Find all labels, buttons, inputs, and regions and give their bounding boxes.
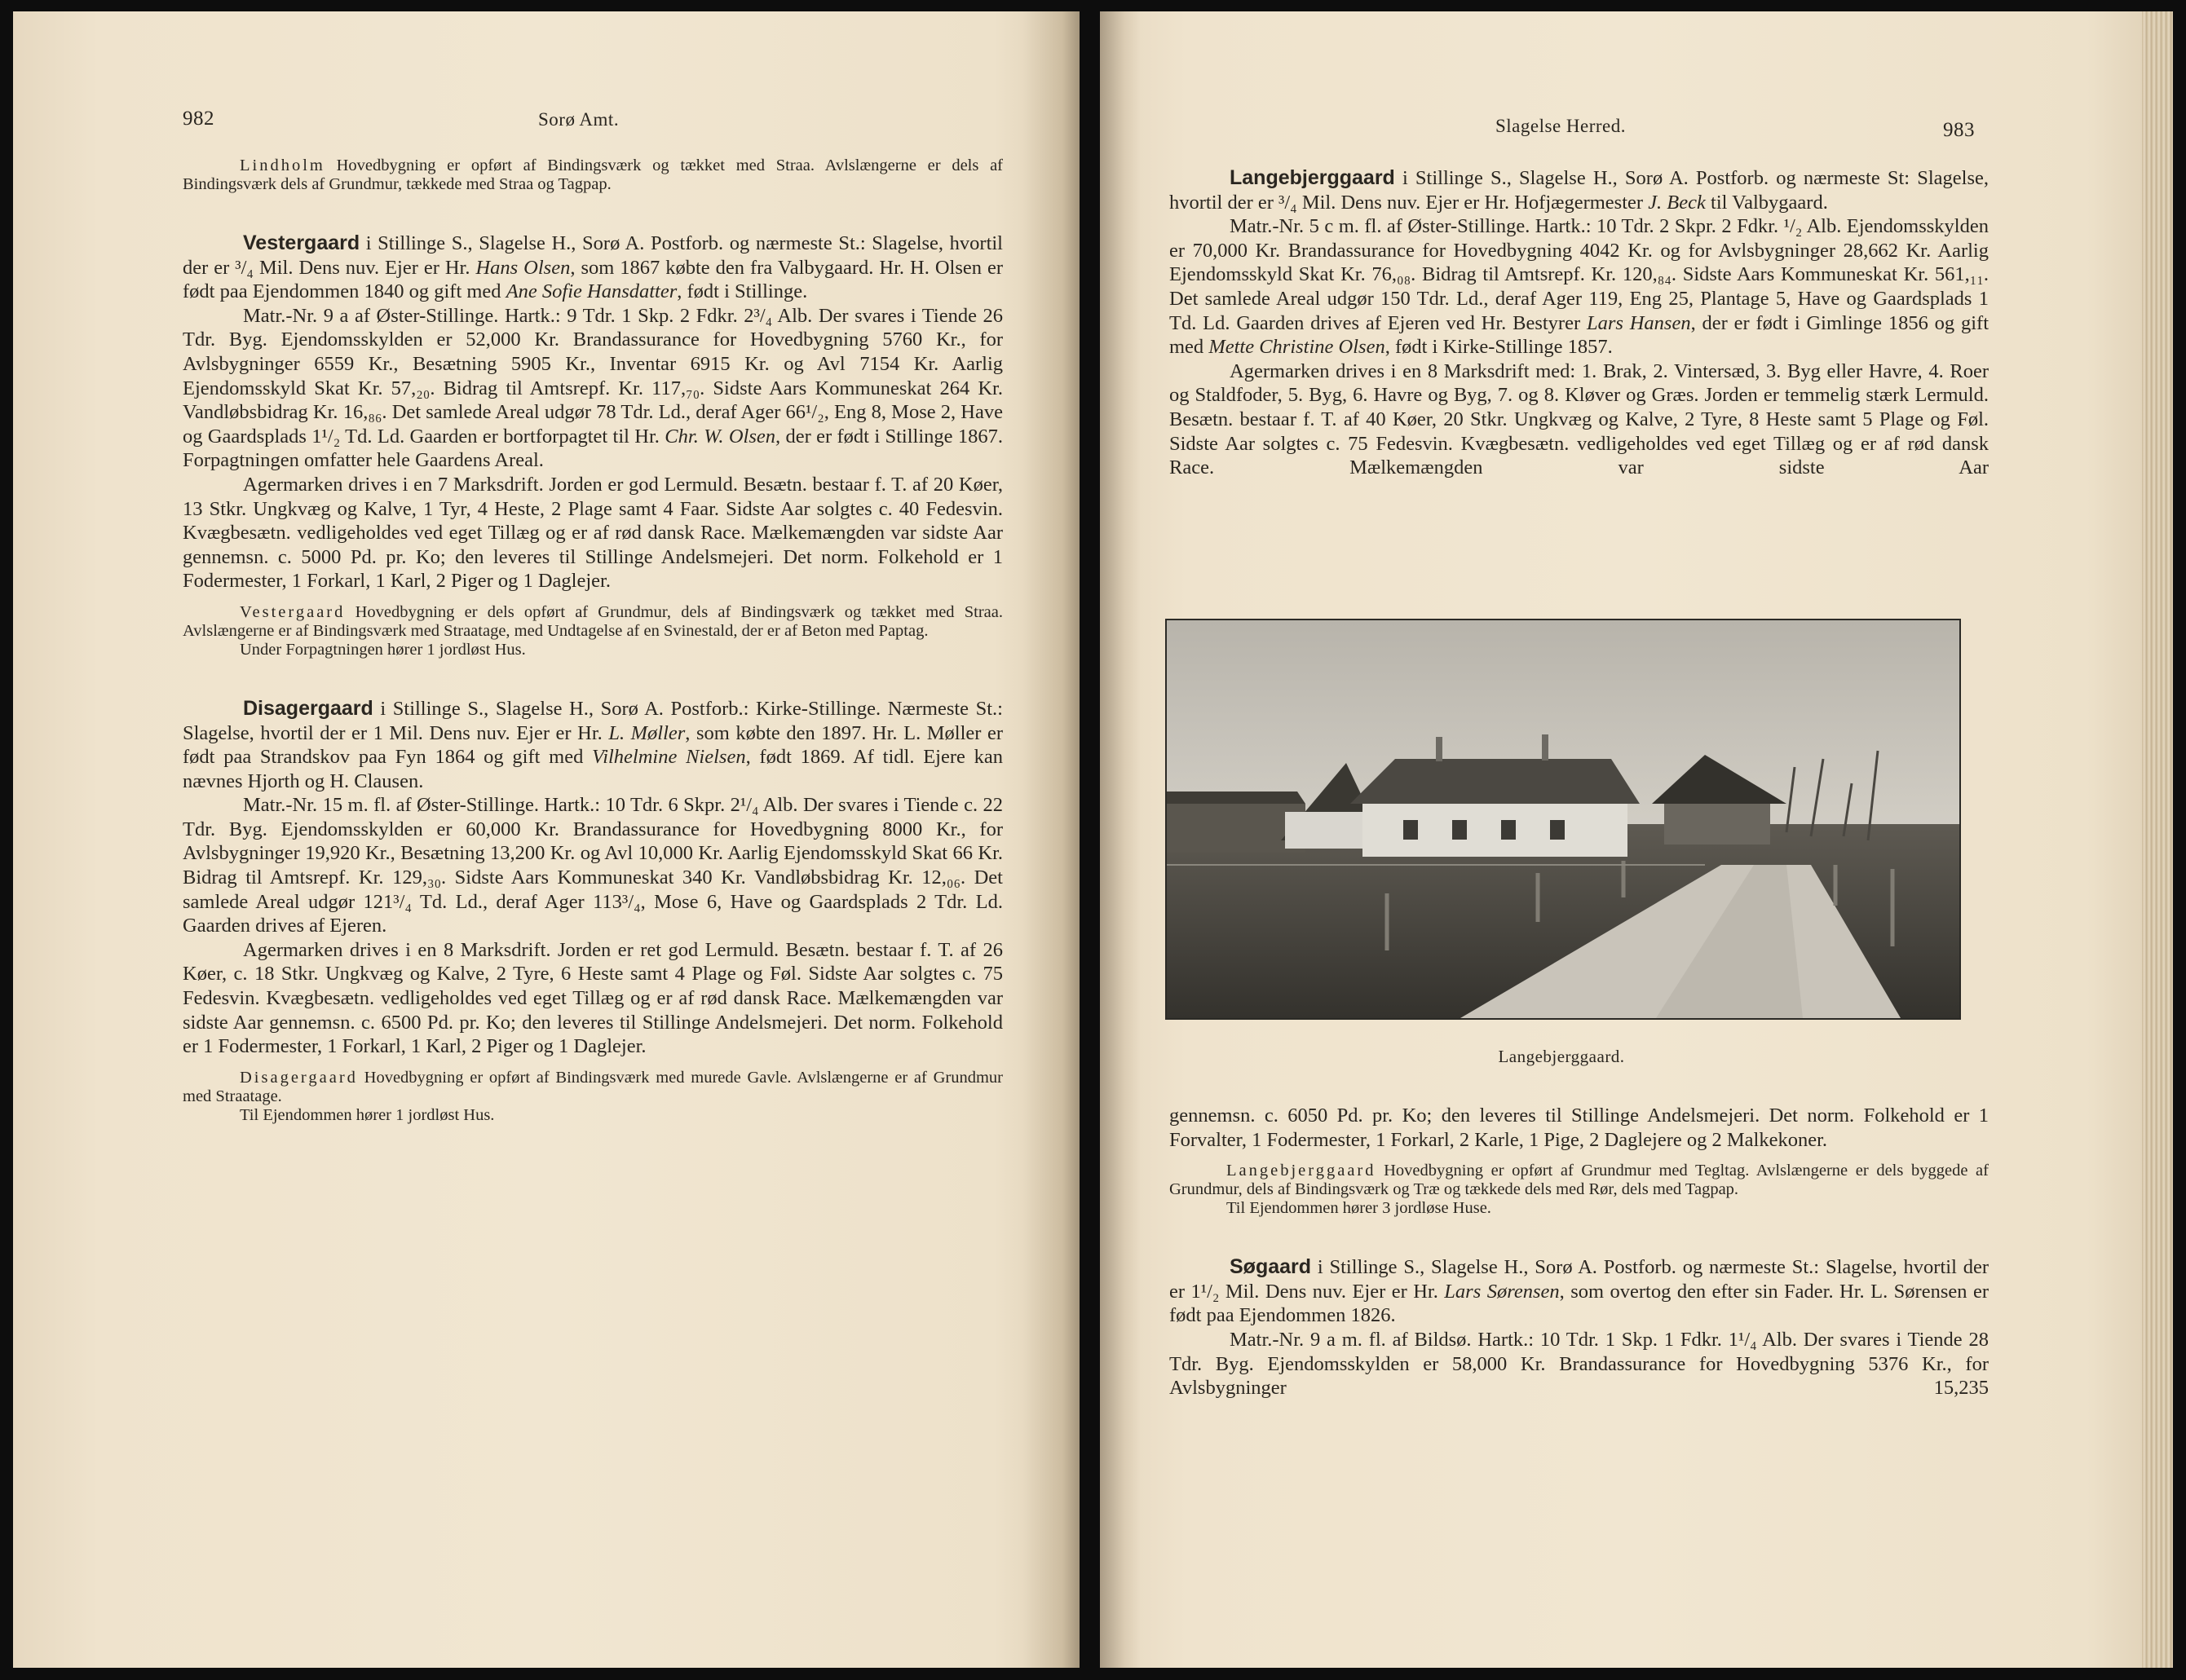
langebjerggaard-intro: Langebjerggaard i Stillinge S., Slagelse H., Sorø A. Postforb. og nærmeste St: Slagelse, hvortil der er ³/₄ Mil. Dens nuv. Ejer er Hr. Hofjægermester J. Beck til Valbygaard. (1169, 166, 1989, 214)
left-column (183, 157, 1003, 1125)
page-number: 983 (1943, 119, 1975, 141)
vestergaard-note-2: Under Forpagtningen hører 1 jordløst Hus. (240, 640, 526, 659)
vestergaard-ager: Agermarken drives i en 7 Marksdrift. Jorden er god Lermuld. Besætn. bestaar f. T. af 20 Køer, 13 Stkr. Ungkvæg og Kalve, 1 Tyr, 4 Heste, 2 Plage samt 4 Faar. Sidste Aar solgtes c. 40 Fedesvin. Kvægbesætn. vedligeholdes ved eget Tillæg og er af rød dansk Race. Mælkemængden var sidste Aar gennemsn. c. 5000 Pd. pr. Ko; den leveres til Stillinge Andelsmejeri. Det norm. Folkehold er 1 Fodermester, 1 Forkarl, 1 Karl, 2 Piger og 1 Daglejer. (183, 473, 1003, 593)
right-column-top (1169, 166, 1989, 480)
langebjerggaard-note: Langebjerggaard Hovedbygning er opført af Grundmur med Tegltag. Avlslængerne er dels byggede af Grundmur, dels af Bindingsværk og Træ og tækkede dels med Rør, dels med Tagpap. (1169, 1162, 1989, 1199)
vestergaard-matr: Matr.-Nr. 9 a af Øster-Stillinge. Hartk.: 9 Tdr. 1 Skp. 2 Fdkr. 2³/₄ Alb. Der svares i Tiende 26 Tdr. Byg. Ejendomsskylden er 52,000 Kr. Brandassurance for Hovedbygning 5760 Kr., for Avlsbygninger 6559 Kr., Besætning 5905 Kr., Inventar 6915 Kr. og Avl 7154 Kr. Aarlig Ejendomsskyld Skat Kr. 57,₂₀. Bidrag til Amtsrepf. Kr. 117,₇₀. Sidste Aars Kommuneskat 264 Kr. Vandløbsbidrag Kr. 16,₈₆. Det samlede Areal udgør 78 Tdr. Ld., deraf Ager 66¹/₂, Eng 8, Mose 2, Have og Gaardsplads 1¹/₂ Td. Ld. Gaarden er bortforpagtet til Hr. Chr. W. Olsen, der er født i Stillinge 1867. Forpagtningen omfatter hele Gaardens Areal. (183, 304, 1004, 472)
entry-heading: Langebjerggaard (1230, 166, 1395, 189)
photo-caption: Langebjerggaard. (1498, 1047, 1625, 1066)
disagergaard-note-2: Til Ejendommen hører 1 jordløst Hus. (240, 1105, 495, 1124)
right-column-bottom (1169, 1104, 1989, 1400)
left-page (13, 11, 1080, 1668)
entry-heading: Disagergaard (243, 696, 373, 720)
langebjerggaard-ager-cont: gennemsn. c. 6050 Pd. pr. Ko; den leveres til Stillinge Andelsmejeri. Det norm. Folkehold er 1 Forvalter, 1 Fodermester, 1 Forkarl, 2 Karle, 1 Pige, 2 Daglejere og 2 Malkekoner. (1169, 1105, 1989, 1151)
lindholm-note: Lindholm Hovedbygning er opført af Bindingsværk og tækket med Straa. Avlslængerne er dels af Bindingsværk dels af Grundmur, tækkede med Straa og Tagpap. (183, 157, 1003, 193)
page-number: 982 (183, 108, 214, 130)
disagergaard-ager: Agermarken drives i en 8 Marksdrift. Jorden er ret god Lermuld. Besætn. bestaar f. T. af 26 Køer, c. 18 Stkr. Ungkvæg og Kalve, 2 Tyre, 6 Heste samt 4 Plage og Føl. Sidste Aar solgtes c. 75 Fedesvin. Kvægbesætn. vedligeholdes ved eget Tillæg og er af rød dansk Race. Mælkemængden var sidste Aar gennemsn. c. 6500 Pd. pr. Ko; den leveres til Stillinge Andelsmejeri. Det norm. Folkehold er 1 Fodermester, 1 Forkarl, 1 Karl, 2 Piger og 1 Daglejer. (183, 938, 1003, 1058)
right-page (1100, 11, 2173, 1668)
vestergaard-note: Vestergaard Hovedbygning er dels opført af Grundmur, dels af Bindingsværk og tækket med Straa. Avlslængerne er af Bindingsværk med Straatage, med Undtagelse af en Svinestald, der er af Beton med Paptag. (183, 602, 1003, 640)
entry-heading: Søgaard (1230, 1255, 1312, 1279)
farm-photo (1165, 619, 1961, 1020)
running-head: Slagelse Herred. (1495, 116, 1626, 136)
langebjerggaard-matr: Matr.-Nr. 5 c m. fl. af Øster-Stillinge. Hartk.: 10 Tdr. 2 Skpr. 2 Fdkr. ¹/₂ Alb. Ejendomsskylden er 70,000 Kr. Brandassurance for Hovedbygning 4042 Kr. og for Avlsbygninger 28,662 Kr. Aarlig Ejendomsskyld Skat Kr. 76,₀₈. Bidrag til Amtsrepf. Kr. 120,₈₄. Sidste Aars Kommuneskat Kr. 561,₁₁. Det samlede Areal udgør 150 Tdr. Ld., deraf Ager 119, Eng 25, Plantage 5, Have og Gaardsplads 1 Td. Ld. Gaarden drives af Ejeren ved Hr. Bestyrer Lars Hansen, der er født i Gimlinge 1856 og gift med Mette Christine Olsen, født i Kirke-Stillinge 1857. (1169, 215, 1989, 359)
entry-heading: Vestergaard (243, 231, 360, 254)
soegaard-intro: Søgaard i Stillinge S., Slagelse H., Sorø A. Postforb. og nærmeste St.: Slagelse, hvortil der er 1¹/₂ Mil. Dens nuv. Ejer er Hr. Lars Sørensen, som overtog den efter sin Fader. Hr. L. Sørensen er født paa Ejendommen 1826. (1169, 1255, 1989, 1327)
vestergaard-intro: Vestergaard i Stillinge S., Slagelse H., Sorø A. Postforb. og nærmeste St.: Slagelse, hvortil der er ³/₄ Mil. Dens nuv. Ejer er Hr. Hans Olsen, som 1867 købte den fra Valbygaard. Hr. H. Olsen er født paa Ejendommen 1840 og gift med Ane Sofie Hansdatter, født i Stillinge. (183, 231, 1003, 303)
disagergaard-matr: Matr.-Nr. 15 m. fl. af Øster-Stillinge. Hartk.: 10 Tdr. 6 Skpr. 2¹/₄ Alb. Der svares i Tiende c. 22 Tdr. Byg. Ejendomsskylden er 60,000 Kr. Brandassurance for Hovedbygning 8000 Kr., for Avlsbygninger 19,920 Kr., Besætning 13,200 Kr. og Avl 10,000 Kr. Aarlig Ejendomsskyld Skat 66 Kr. Bidrag til Amtsrepf. Kr. 129,₃₀. Sidste Aars Kommuneskat 340 Kr. Vandløbsbidrag Kr. 12,₀₆. Det samlede Areal udgør 121³/₄ Td. Ld., deraf Ager 113³/₄, Mose 6, Have og Gaardsplads 2 Tdr. Ld. Gaarden drives af Ejeren. (183, 794, 1003, 937)
disagergaard-intro: Disagergaard i Stillinge S., Slagelse H., Sorø A. Postforb.: Kirke-Stillinge. Nærmeste St.: Slagelse, hvortil der er 1 Mil. Dens nuv. Ejer er Hr. L. Møller, som købte den 1897. Hr. L. Møller er født paa Strandskov paa Fyn 1864 og gift med Vilhelmine Nielsen, født 1869. Af tidl. Ejere kan nævnes Hjorth og H. Clausen. (183, 696, 1003, 792)
langebjerggaard-note-2: Til Ejendommen hører 3 jordløse Huse. (1226, 1199, 1491, 1218)
running-head: Sorø Amt. (538, 109, 620, 130)
disagergaard-note: Disagergaard Hovedbygning er opført af Bindingsværk med murede Gavle. Avlslængerne er af Grundmur med Straatage. (183, 1068, 1003, 1105)
soegaard-matr: Matr.-Nr. 9 a m. fl. af Bildsø. Hartk.: 10 Tdr. 1 Skp. 1 Fdkr. 1¹/₄ Alb. Der svares i Tiende 28 Tdr. Byg. Ejendomsskylden er 58,000 Kr. Brandassurance for Hovedbygning 5376 Kr., for Avlsbygninger 15,235 (1169, 1328, 1989, 1400)
langebjerggaard-ager: Agermarken drives i en 8 Marksdrift med: 1. Brak, 2. Vintersæd, 3. Byg eller Havre, 4. Roer og Staldfoder, 5. Byg, 6. Havre og Byg, 7. og 8. Kløver og Græs. Jorden er temmelig stærk Lermuld. Besætn. bestaar f. T. af 40 Køer, 20 Stkr. Ungkvæg og Kalve, 2 Tyre, 8 Heste samt 5 Plage og Føl. Sidste Aar solgtes c. 75 Fedesvin. Kvægbesætn. vedligeholdes ved eget Tillæg og er af rød dansk Race. Mælkemængden var sidste Aar (1169, 359, 1989, 479)
